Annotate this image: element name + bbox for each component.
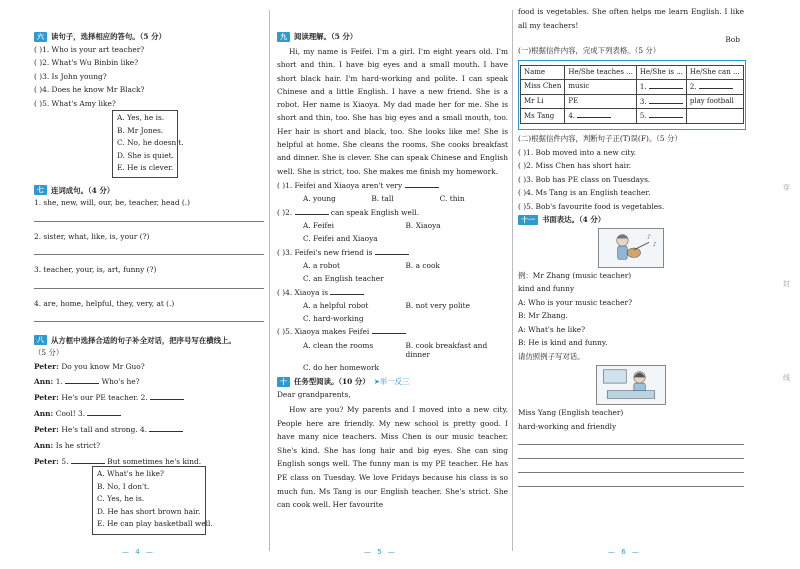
section-title: 书面表达。（4 分）	[542, 215, 606, 225]
question-text: can speak English well.	[328, 207, 419, 217]
speaker-label: Peter:	[34, 393, 62, 403]
judgement-item: ( )5. Bob's favourite food is vegetables.	[518, 201, 665, 211]
section-title: 从方框中选择合适的句子补全对话，把序号写在横线上。	[51, 335, 236, 345]
music-teacher-illustration	[598, 228, 664, 268]
option-item: C. do her homework	[303, 363, 380, 373]
table-header-cell: He/She teaches ...	[565, 65, 636, 79]
option-item: B. tall	[371, 194, 394, 204]
section-score: （5 分）	[34, 348, 64, 358]
section-8-header	[34, 335, 264, 345]
question-text: ( )4. Xiaoya is	[277, 287, 331, 297]
option-row	[277, 221, 508, 230]
dialog-text: Is he strict?	[55, 440, 101, 450]
question-text: ( )1. Feifei and Xiaoya aren't very	[277, 180, 405, 190]
question-item: ( )1. Who is your art teacher?	[34, 45, 145, 54]
table-header-cell: He/She is ...	[636, 65, 686, 79]
section-7-header	[34, 185, 264, 195]
letter-ending: food is vegetables. She often helps me learn English. I like all my teachers!	[518, 7, 744, 30]
dialog-line	[34, 362, 264, 371]
dialog-text: Cool! 3.	[55, 409, 86, 419]
option-item: A. clean the rooms	[303, 340, 374, 350]
example-description: kind and funny	[518, 284, 575, 294]
binding-mark: 线	[783, 374, 790, 382]
answer-blank[interactable]	[71, 457, 105, 464]
table-cell: Ms Tang	[521, 109, 565, 124]
option-item: C. hard-working	[303, 314, 364, 324]
answer-blank[interactable]	[577, 111, 611, 118]
option-item: A. a helpful robot	[303, 300, 369, 310]
dialog-text: Do you know Mr Guo?	[61, 361, 145, 371]
answer-blank[interactable]	[65, 377, 99, 384]
speaker-label: Peter:	[34, 424, 62, 434]
option-item: B. Xiaoya	[405, 221, 441, 231]
section-title: 任务型阅读。（10 分）	[294, 377, 370, 387]
table-cell: 4.	[565, 109, 636, 124]
answer-line[interactable]	[34, 312, 264, 322]
answer-line[interactable]	[518, 463, 744, 473]
judgement-item: ( )4. Ms Tang is an English teacher.	[518, 188, 651, 198]
table-cell: 3.	[636, 94, 686, 109]
question-text: ( )5. Xiaoya makes Feifei	[277, 327, 372, 337]
section-6-header	[34, 32, 264, 42]
page-5-column	[277, 0, 508, 569]
table-cell: Mr Li	[521, 94, 565, 109]
answer-blank[interactable]	[330, 288, 364, 295]
section-badge: 八	[34, 335, 47, 345]
answer-blank[interactable]	[149, 425, 183, 432]
answer-line[interactable]	[34, 245, 264, 255]
practice-tag: ➤举一反三	[373, 377, 410, 387]
option-row	[277, 234, 508, 243]
page-number: — 6 —	[608, 548, 641, 557]
table-cell: 5.	[636, 109, 686, 124]
page-number: — 5 —	[364, 548, 397, 557]
question-item	[277, 248, 508, 257]
letter-signature: Bob	[725, 35, 740, 45]
question-item: ( )2. What's Wu Binbin like?	[34, 58, 139, 68]
answer-blank[interactable]	[699, 82, 733, 89]
option-item: A. What's he like?	[97, 469, 164, 479]
option-item: D. He has short brown hair.	[97, 506, 201, 516]
page-6-column	[518, 0, 744, 569]
dialog-text: 1.	[55, 377, 63, 387]
table-cell: 2.	[686, 79, 743, 94]
section-badge: 十一	[518, 215, 538, 225]
binding-mark: 封	[783, 280, 790, 288]
letter-passage: How are you? My parents and I moved into a new city. People here are friendly. My new school is pretty good. I have many nice teachers. Miss Chen is our music teacher. She's kind. She has long hair and big eyes. She can sing English songs well. The funny man is my PE teacher. He has PE class on Tuesday. We love Fridays because his class is so much fun. Ms Tang is our English teacher. She's strict. She can cook well. Her favourite	[277, 405, 508, 510]
answer-line[interactable]	[34, 279, 264, 289]
answer-line[interactable]	[518, 449, 744, 459]
info-table	[520, 65, 744, 124]
example-dialog-line: A: What's he like?	[518, 324, 586, 334]
answer-line[interactable]	[518, 477, 744, 487]
page-4-column	[34, 0, 264, 569]
question-item: 2. sister, what, like, is, your (?)	[34, 231, 150, 241]
answer-blank[interactable]	[405, 181, 439, 188]
task-description: hard-working and friendly	[518, 421, 617, 431]
option-item: A. young	[303, 194, 336, 204]
option-item: A. a robot	[303, 261, 340, 271]
dialog-line	[34, 457, 264, 466]
answer-blank[interactable]	[150, 393, 184, 400]
option-item: B. cook breakfast and dinner	[405, 340, 488, 360]
section-badge: 九	[277, 32, 290, 42]
speaker-label: Ann:	[34, 409, 56, 419]
question-item	[277, 181, 508, 190]
letter-greeting: Dear grandparents,	[277, 389, 351, 399]
dialog-line	[34, 393, 264, 402]
speaker-label: Peter:	[34, 456, 62, 466]
question-item: ( )3. Is John young?	[34, 71, 107, 81]
part1-title: (一)根据信件内容，完成下列表格。（5 分）	[518, 46, 661, 56]
option-item: A. Yes, he is.	[117, 113, 165, 123]
option-item: D. She is quiet.	[117, 150, 174, 160]
dialog-line	[34, 441, 264, 450]
question-item	[277, 327, 508, 336]
option-item: C. Feifei and Xiaoya	[303, 234, 378, 244]
answer-line[interactable]	[518, 435, 744, 445]
option-item: C. an English teacher	[303, 274, 384, 284]
option-item: E. He can play basketball well.	[97, 519, 213, 529]
table-cell	[686, 109, 743, 124]
table-header-cell: He/She can ...	[686, 65, 743, 79]
option-item: B. not very polite	[405, 300, 471, 310]
options-box	[92, 466, 213, 534]
column-divider	[512, 10, 513, 551]
section-badge: 七	[34, 185, 47, 195]
dialog-text: Who's he?	[99, 377, 140, 387]
dialog-line	[34, 377, 264, 386]
dialog-line	[34, 425, 264, 434]
answer-blank[interactable]	[295, 208, 329, 215]
dialog-line	[34, 409, 264, 418]
section-10-header	[277, 377, 508, 387]
question-item: ( )4. Does he know Mr Black?	[34, 85, 145, 95]
option-row	[277, 194, 508, 203]
question-text: ( )2.	[277, 207, 295, 217]
judgement-item: ( )2. Miss Chen has short hair.	[518, 161, 632, 171]
answer-blank[interactable]	[87, 409, 121, 416]
page-number: — 4 —	[122, 548, 155, 557]
example-dialog-line: B: Mr Zhang.	[518, 311, 568, 321]
section-11-header	[518, 215, 744, 225]
answer-blank[interactable]	[649, 97, 683, 104]
reading-passage: Hi, my name is Feifei. I'm a girl. I'm eight years old. I'm short and thin. I have big eyes and a small mouth. I have short black hair. I'm hard-working and polite. I can speak Chinese and a little English. I have a new friend. She is a robot. Her name is Xiaoya. My dad made her for me. She is short and thin, too. She has big eyes and a small mouth, too. Her hair is short and black, too. She looks like me! She is helpful at home. She cleans the rooms. She cooks breakfast and dinner. She is clever. She can speak Chinese and English well. She is strict, too. She makes me finish my homework.	[277, 47, 508, 176]
question-text: ( )3. Feifei's new friend is	[277, 247, 375, 257]
question-item	[277, 208, 508, 217]
table-cell: music	[565, 79, 636, 94]
answer-blank[interactable]	[649, 82, 683, 89]
section-title: 读句子，选择相应的答句。（5 分）	[51, 32, 166, 42]
dialog-text: He's tall and strong. 4.	[61, 424, 148, 434]
dialog-text: He's our PE teacher. 2.	[61, 393, 148, 403]
dialog-text: But sometimes he's kind.	[104, 456, 202, 466]
table-cell: play football	[686, 94, 743, 109]
example-dialog-line: A: Who is your music teacher?	[518, 297, 633, 307]
svg-text:♪: ♪	[647, 234, 651, 241]
section-title: 连词成句。（4 分）	[51, 185, 115, 195]
option-row	[277, 301, 508, 310]
table-cell: Miss Chen	[521, 79, 565, 94]
answer-blank[interactable]	[372, 327, 406, 334]
table-cell: PE	[565, 94, 636, 109]
speaker-label: Ann:	[34, 377, 56, 387]
english-teacher-illustration	[596, 365, 666, 405]
table-cell: 1.	[636, 79, 686, 94]
option-item: B. No, I don't.	[97, 481, 150, 491]
question-item: 3. teacher, your, is, art, funny (?)	[34, 265, 157, 275]
writing-instruction: 请仿照例子写对话。	[518, 351, 585, 361]
judgement-item: ( )1. Bob moved into a new city.	[518, 147, 637, 157]
option-item: B. Mr Jones.	[117, 125, 164, 135]
option-row	[277, 261, 508, 270]
svg-text:♪: ♪	[652, 242, 657, 249]
option-item: E. He is clever.	[117, 162, 174, 172]
answer-line[interactable]	[34, 212, 264, 222]
option-item: C. Yes, he is.	[97, 494, 145, 504]
option-row	[277, 314, 508, 323]
answer-blank[interactable]	[375, 248, 409, 255]
speaker-label: Peter:	[34, 361, 62, 371]
part2-title: (二)根据信件内容，判断句子正(T)误(F)。（5 分）	[518, 134, 682, 144]
option-item: C. No, he doesn't.	[117, 138, 184, 148]
section-title: 阅读理解。（5 分）	[294, 32, 358, 42]
option-item: A. Feifei	[303, 221, 334, 231]
dialog-text: 5.	[61, 456, 69, 466]
section-badge: 十	[277, 377, 290, 387]
binding-mark: 穿	[783, 184, 790, 192]
question-item	[277, 288, 508, 297]
question-item: 1. she, new, will, our, be, teacher, head (.)	[34, 198, 191, 208]
answer-blank[interactable]	[649, 111, 683, 118]
table-header-cell: Name	[521, 65, 565, 79]
example-dialog-line: B: He is kind and funny.	[518, 338, 608, 348]
option-row	[277, 274, 508, 283]
options-box	[112, 110, 184, 178]
judgement-item: ( )3. Bob has PE class on Tuesdays.	[518, 174, 651, 184]
option-item: B. a cook	[405, 261, 440, 271]
task-label: Miss Yang (English teacher)	[518, 408, 624, 418]
example-label: 例：Mr Zhang (music teacher)	[518, 271, 632, 280]
question-item: ( )5. What's Amy like?	[34, 98, 116, 108]
speaker-label: Ann:	[34, 440, 56, 450]
column-divider	[269, 10, 270, 551]
option-item: C. thin	[439, 194, 465, 204]
question-item: 4. are, home, helpful, they, very, at (.)	[34, 298, 175, 308]
section-badge: 六	[34, 32, 47, 42]
option-row	[277, 341, 508, 360]
option-row	[277, 363, 508, 372]
section-9-header	[277, 32, 508, 42]
info-table-frame	[518, 60, 746, 130]
